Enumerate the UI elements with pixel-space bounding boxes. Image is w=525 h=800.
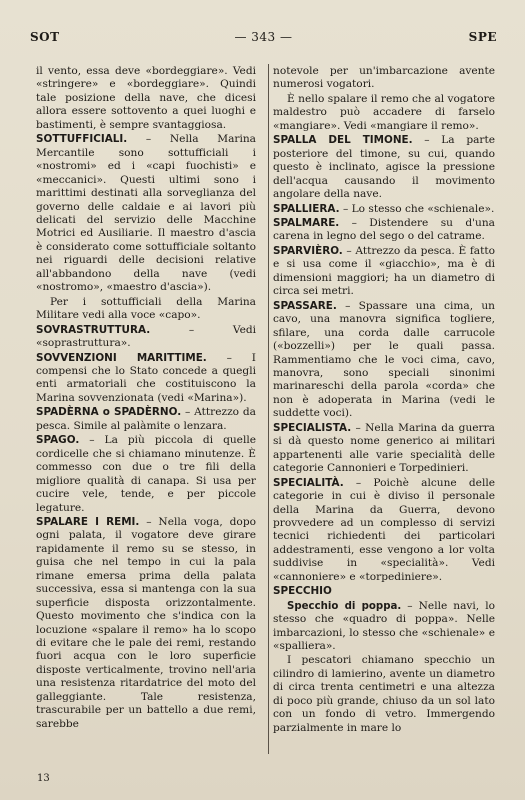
entry-headword: SPARVIÈRO. bbox=[273, 244, 343, 257]
left-column bbox=[36, 64, 256, 731]
entry-text: – Nella Marina da guerra si dà questo nome generico ai militari appartenenti alle varie specialità delle categorie Cannonieri e Torpedinieri. bbox=[273, 421, 495, 475]
entry-text: I pescatori chiamano specchio un cilindro di lamierino, avente un diametro di circa trenta centimetri e una altezza di poco più grande, chiuso da un sol lato con un fondo di vetro. Immergendo parzialmente in mare lo bbox=[273, 654, 495, 734]
dictionary-entry bbox=[36, 516, 256, 731]
dictionary-entry bbox=[273, 217, 495, 244]
entry-text: – Nella voga, dopo ogni palata, il vogatore deve girare rapidamente il remo su se stesso, in guisa che nel tempo in cui la pala rimane emersa prima della palata successiva, essa si mantenga con la sua superficie disposta orizzontalmente. Questo movimento che s'indica con la locuzione «spalare il remo» ha lo scopo di evitare che le pale dei remi, restando fuori acqua con le loro superficie disposte verticalmente, trovino nell'aria una resistenza ritardatrice del moto del galleggiante. Tale resistenza, trascurabile per un battello a due remi, sarebbe bbox=[36, 515, 256, 730]
dictionary-entry bbox=[273, 134, 495, 201]
entry-text: – I compensi che lo Stato concede a quegli enti armatoriali che costituiscono la Marina sovvenzionata (vedi «Marina»). bbox=[36, 351, 256, 404]
dictionary-entry bbox=[273, 422, 495, 476]
entry-text: – Vedi «soprastruttura». bbox=[36, 323, 257, 350]
dictionary-entry bbox=[273, 654, 495, 735]
dictionary-entry bbox=[36, 352, 256, 406]
entry-headword: SOVRASTRUTTURA. bbox=[36, 323, 151, 336]
entry-headword: SPECCHIO bbox=[273, 585, 332, 598]
dictionary-entry bbox=[273, 65, 495, 92]
entry-subheading: Specchio di poppa. bbox=[287, 600, 402, 612]
dictionary-entry bbox=[273, 245, 495, 299]
dictionary-entry bbox=[36, 296, 256, 323]
dictionary-entry bbox=[36, 434, 256, 515]
entry-text: – Poichè alcune delle categorie in cui è diviso il personale della Marina da Guerra, devono provvedere ad un complesso di servizi tecnici richiedenti dei particolari addestramenti, esse vengono a lor volta suddivise in «specialità». Vedi «cannoniere» e «torpediniere». bbox=[273, 476, 495, 583]
dictionary-entry bbox=[273, 93, 495, 133]
entry-text: notevole per un'imbarcazione avente numerosi vogatori. bbox=[273, 65, 495, 91]
dictionary-entry bbox=[273, 203, 495, 216]
column-divider bbox=[268, 64, 269, 754]
dictionary-entry bbox=[273, 585, 495, 598]
entry-headword: SPALLA DEL TIMONE. bbox=[273, 134, 413, 147]
entry-headword: SPADÈRNA o SPADÈRNO. bbox=[36, 406, 182, 419]
header-left-guideword: SOT bbox=[30, 30, 60, 44]
entry-text: – Nella Marina Mercantile sono sottufficiali i «nostromi» ed i «capi fuochisti» e «meccanici». Questi ultimi sono i marittimi destinati alla sorveglianza del governo delle caldaie e ai lavori più delicati del servizio delle Macchine Motrici ed Ausiliarie. Il maestro d'ascia è considerato come sottufficiale soltanto nei riguardi delle decisioni relative all'abbandono della nave (vedi «nostromo», «maestro d'ascia»). bbox=[36, 133, 256, 294]
dictionary-entry bbox=[273, 600, 495, 654]
entry-headword: SPECIALITÀ. bbox=[273, 476, 344, 489]
entry-headword: SPALLIERA. bbox=[273, 202, 340, 215]
header-right-guideword: SPE bbox=[468, 30, 497, 44]
entry-text: – La parte posteriore del timone, su cui, quando questo è inclinato, agisce la pressione dell'acqua causando il movimento angolare della nave. bbox=[273, 134, 496, 201]
entry-text: – Distendere su d'una carena in legno del sego o del catrame. bbox=[273, 216, 495, 243]
dictionary-entry bbox=[273, 300, 495, 421]
entry-text: il vento, essa deve «bordeggiare». Vedi «stringere» e «bordeggiare». Quindi tale posizione della nave, che dicesi allora essere sottovento a quei luoghi e bastimenti, è sempre svantaggiosa. bbox=[36, 65, 256, 131]
entry-text: – Attrezzo da pesca. È fatto e si usa come il «giacchio», ma è di dimensioni maggiori; ha un diametro di circa sei metri. bbox=[273, 244, 495, 298]
dictionary-entry bbox=[36, 324, 256, 351]
running-header bbox=[30, 30, 497, 50]
entry-headword: SPALARE I REMI. bbox=[36, 515, 140, 528]
entry-headword: SOVVENZIONI MARITTIME. bbox=[36, 351, 207, 364]
dictionary-entry bbox=[36, 406, 256, 433]
entry-text: – La più piccola di quelle cordicelle che si chiamano minutenze. È commesso con due o tre fili della migliore qualità di canapa. Si usa per cucire vele, tende, e per piccole legature. bbox=[36, 434, 256, 514]
dictionary-entry bbox=[36, 65, 256, 132]
entry-headword: SOTTUFFICIALI. bbox=[36, 133, 128, 146]
entry-text: Per i sottufficiali della Marina Militare vedi alla voce «capo». bbox=[36, 295, 256, 322]
right-column bbox=[273, 64, 495, 735]
signature-mark: 13 bbox=[37, 773, 50, 784]
entry-headword: SPALMARE. bbox=[273, 216, 340, 229]
entry-headword: SPECIALISTA. bbox=[273, 421, 352, 434]
dictionary-entry bbox=[273, 477, 495, 585]
entry-text: – Nelle navi, lo stesso che «quadro di poppa». Nelle imbarcazioni, lo stesso che «schienale» e «spalliera». bbox=[273, 599, 495, 653]
entry-text: È nello spalare il remo che al vogatore maldestro può accadere di farselo «mangiare». Vedi «mangiare il remo». bbox=[273, 92, 495, 132]
page-number: — 343 — bbox=[234, 30, 293, 44]
entry-text: – Spassare una cima, un cavo, una manovra significa togliere, sfilare, una corda dalle carrucole («bozzelli») per le quali passa. Rammentiamo che le voci cima, cavo, manovra, sono speciali sinonimi marinareschi della parola «corda» che non è adoperata in Marina (vedi le suddette voci). bbox=[273, 299, 495, 420]
entry-text: – Attrezzo da pesca. Simile al palàmite o lenzara. bbox=[36, 406, 256, 432]
entry-text: – Lo stesso che «schienale». bbox=[342, 202, 495, 215]
dictionary-entry bbox=[36, 133, 256, 294]
entry-headword: SPAGO. bbox=[36, 434, 80, 447]
entry-headword: SPASSARE. bbox=[273, 299, 337, 312]
